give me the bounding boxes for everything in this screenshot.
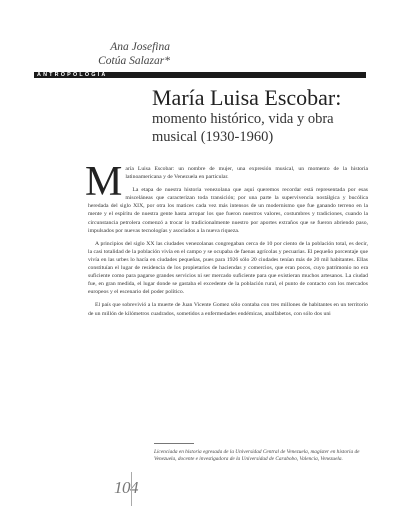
article-title: María Luisa Escobar: xyxy=(152,85,342,110)
author-byline xyxy=(60,40,170,68)
paragraph-1 xyxy=(85,159,368,205)
article-body xyxy=(85,159,368,323)
paragraph-1-text: aría Luisa Escobar: un nombre de mujer, una expresión musical, un momento de la historia latinoamericana y de Venezuela en particular. xyxy=(125,166,368,181)
paragraph-3: A principios del siglo XX las ciudades venezolanas congregaban cerca de 10 por ciento de la población total, es decir, la casi totalidad de la población vivía en el campo y se ocupaba de faenas agrícolas y pecuarias. El pequeño porcentaje que vivía en las urbes lo hacía en ciudades pequeñas, pues para 1926 sólo 20 ciudades tenían más de 20 mil habitantes. Ellas constituían el lugar de residencia de los propietarios de haciendas y comercios, que eran pocos, cuyo patrimonio no era suficiente como para pagarse grandes servicios ni ser mercado suficiente para que existieran muchos artesanos. La ciudad fue, en gran medida, el lugar donde se gastaba el excedente de la población rural, el punto de contacto con los mercados europeos y el escenario del poder político. xyxy=(88,240,368,296)
paragraph-2: La etapa de nuestra historia venezolana que aquí queremos recordar está representada por esas misceláneas que caracterizan toda transición; por una parte la supervivencia nostálgica y bucólica heredada del siglo XIX, por otra los matices cada vez más intensos de un modernismo que fue ganando terreno en la mente y el espíritu de nuestra gente hasta arropar los que fueron nuestros valores, costumbres y tradiciones, cuando la circunstancia petrolera comenzó a trocar lo tradicionalmente nuestro por aportes extraños que se fueron abriendo paso, impulsados por nuevas tecnologías y asociados a la nueva riqueza. xyxy=(88,187,368,234)
section-label: ANTROPOLOGÍA xyxy=(37,72,108,78)
paragraph-4: El país que sobrevivió a la muerte de Juan Vicente Gomez sólo contaba con tres millones de habitantes en un territorio de un millón de kilómetros cuadrados, sometidos a enfermedades endémicas, analfabetos, con sólo dos uni xyxy=(88,302,368,317)
drop-cap: M xyxy=(85,159,123,205)
author-last-name: Cotúa Salazar* xyxy=(98,55,170,67)
author-first-name: Ana Josefina xyxy=(110,41,170,53)
page-number: 104 xyxy=(114,478,138,497)
footnote: Licenciada en historia egresada de la Universidad Central de Venezuela, magíster en historia de Venezuela, docente e investigadora de la Universidad de Carabobo, Valencia, Venezuela. xyxy=(154,449,360,463)
article-subtitle: momento histórico, vida y obra musical (1930-1960) xyxy=(152,111,334,145)
footnote-rule xyxy=(154,443,194,444)
margin-rule xyxy=(131,472,132,506)
